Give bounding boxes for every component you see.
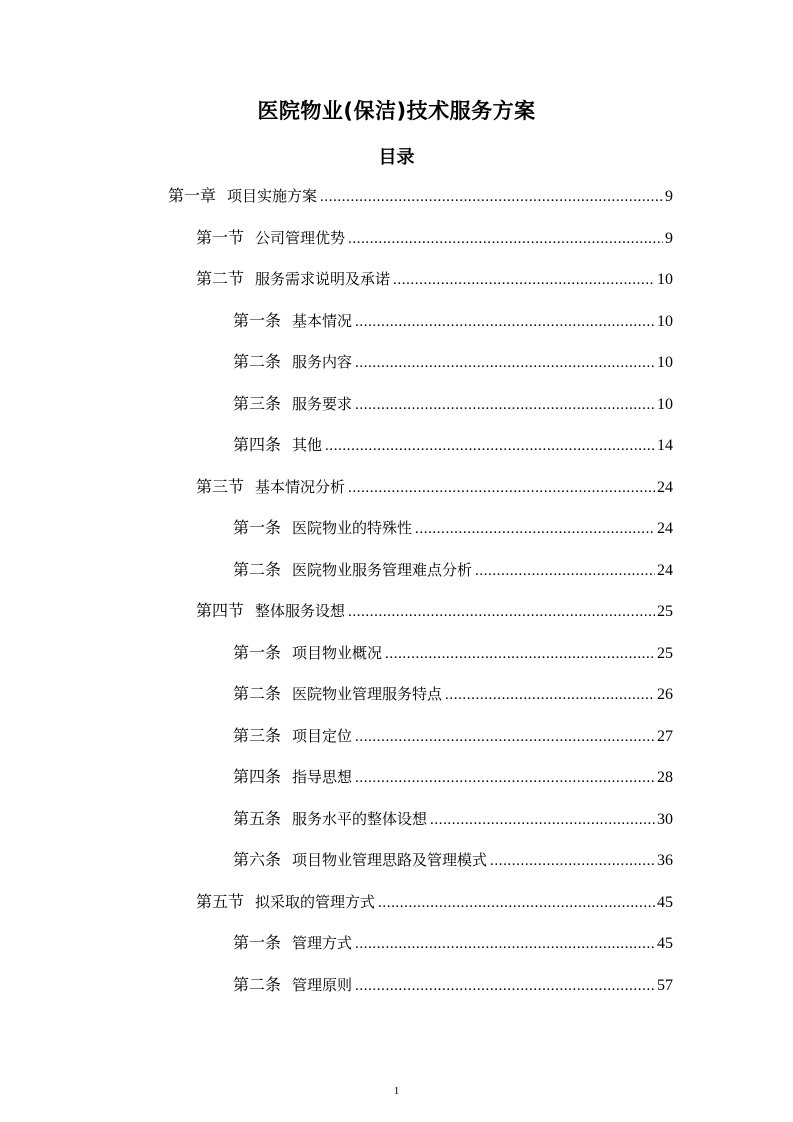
toc-dot-leader bbox=[325, 434, 655, 458]
toc-entry-number: 第一条 bbox=[233, 933, 282, 952]
toc-entry[interactable] bbox=[196, 890, 673, 914]
toc-dot-leader bbox=[355, 310, 655, 334]
toc-entry-page: 27 bbox=[657, 727, 673, 745]
toc-entry-number: 第五条 bbox=[233, 808, 282, 828]
toc-entry-number: 第二条 bbox=[233, 352, 282, 371]
toc-entry-title: 整体服务设想 bbox=[255, 602, 346, 620]
toc-dot-leader bbox=[378, 891, 655, 915]
toc-entry-number: 第四条 bbox=[233, 767, 282, 786]
toc-entry-title: 服务需求说明及承诺 bbox=[255, 270, 391, 288]
toc-entry-page: 14 bbox=[657, 437, 673, 454]
toc-entry-number: 第一节 bbox=[196, 227, 245, 247]
toc-entry-page: 36 bbox=[657, 852, 673, 869]
toc-entry-number: 第一条 bbox=[233, 518, 282, 537]
toc-dot-leader bbox=[490, 849, 655, 873]
toc-entry-page: 25 bbox=[657, 644, 673, 662]
toc-entry[interactable] bbox=[233, 973, 673, 997]
toc-entry-title: 基本情况 bbox=[292, 311, 353, 330]
toc-entry-title: 管理原则 bbox=[292, 975, 353, 994]
toc-entry[interactable] bbox=[233, 392, 673, 416]
toc-entry-number: 第三条 bbox=[233, 393, 282, 413]
toc-entry[interactable] bbox=[233, 350, 673, 374]
toc-entry[interactable] bbox=[233, 641, 673, 665]
toc-dot-leader bbox=[348, 600, 655, 624]
toc-entry[interactable] bbox=[233, 682, 673, 706]
toc-entry[interactable] bbox=[233, 516, 673, 540]
toc-entry-page: 24 bbox=[657, 478, 673, 496]
toc-entry-title: 服务水平的整体设想 bbox=[292, 809, 428, 828]
toc-entry-page: 24 bbox=[657, 561, 673, 579]
toc-dot-leader bbox=[475, 559, 655, 583]
toc-entry-page: 10 bbox=[657, 354, 673, 371]
toc-entry-page: 10 bbox=[657, 395, 673, 413]
toc-dot-leader bbox=[320, 185, 663, 209]
toc-entry-title: 项目物业概况 bbox=[292, 643, 383, 662]
toc-entry-title: 其他 bbox=[292, 436, 323, 454]
toc-entry[interactable] bbox=[233, 309, 673, 333]
toc-dot-leader bbox=[355, 974, 655, 998]
toc-dot-leader bbox=[445, 683, 655, 707]
toc-entry-number: 第四条 bbox=[233, 435, 282, 454]
toc-entry-page: 10 bbox=[657, 312, 673, 330]
toc-entry-page: 57 bbox=[657, 976, 673, 994]
toc-entry-page: 30 bbox=[657, 810, 673, 828]
toc-entry[interactable] bbox=[233, 433, 673, 457]
toc-entry-page: 26 bbox=[657, 686, 673, 703]
toc-entry-number: 第三条 bbox=[233, 725, 282, 745]
toc-entry-number: 第四节 bbox=[196, 601, 245, 620]
toc-dot-leader bbox=[355, 725, 655, 749]
toc-entry-number: 第二节 bbox=[196, 269, 245, 288]
toc-entry-title: 医院物业管理服务特点 bbox=[292, 685, 443, 703]
toc-entry-title: 拟采取的管理方式 bbox=[255, 892, 376, 911]
toc-entry-title: 项目物业管理思路及管理模式 bbox=[292, 851, 488, 869]
toc-entry-title: 服务要求 bbox=[292, 394, 353, 413]
toc-dot-leader bbox=[385, 642, 655, 666]
toc-dot-leader bbox=[348, 227, 663, 251]
toc-entry-number: 第五节 bbox=[196, 891, 245, 911]
toc-entry-title: 管理方式 bbox=[292, 934, 353, 952]
toc-entry-title: 项目实施方案 bbox=[227, 187, 318, 205]
page-number: 1 bbox=[393, 1085, 400, 1097]
toc-entry-page: 10 bbox=[657, 271, 673, 288]
toc-entry[interactable] bbox=[233, 765, 673, 789]
toc-entry-number: 第三节 bbox=[196, 476, 245, 496]
toc-entry-number: 第二条 bbox=[233, 974, 282, 994]
toc-entry-page: 25 bbox=[657, 603, 673, 620]
toc-entry[interactable] bbox=[233, 724, 673, 748]
toc-dot-leader bbox=[415, 517, 655, 541]
toc-entry-number: 第一条 bbox=[233, 310, 282, 330]
toc-entry[interactable] bbox=[168, 184, 673, 208]
toc-dot-leader bbox=[355, 351, 655, 375]
toc-entry[interactable] bbox=[233, 848, 673, 872]
toc-entry-page: 9 bbox=[665, 188, 673, 205]
toc-entry[interactable] bbox=[233, 807, 673, 831]
toc-entry-page: 24 bbox=[657, 520, 673, 537]
toc-entry-title: 医院物业服务管理难点分析 bbox=[292, 560, 473, 579]
toc-entry-title: 指导思想 bbox=[292, 768, 353, 786]
toc-entry-number: 第二条 bbox=[233, 559, 282, 579]
toc-entry[interactable] bbox=[233, 558, 673, 582]
toc-entry-title: 服务内容 bbox=[292, 353, 353, 371]
toc-dot-leader bbox=[355, 766, 655, 790]
toc-dot-leader bbox=[430, 808, 655, 832]
toc-entry-number: 第二条 bbox=[233, 684, 282, 703]
toc-dot-leader bbox=[355, 932, 655, 956]
toc-entry[interactable] bbox=[196, 475, 673, 499]
toc-entry-number: 第一条 bbox=[233, 642, 282, 662]
toc-entry-title: 基本情况分析 bbox=[255, 477, 346, 496]
toc-entry-title: 项目定位 bbox=[292, 726, 353, 745]
toc-dot-leader bbox=[355, 393, 655, 417]
toc-entry-number: 第一章 bbox=[168, 186, 217, 205]
toc-dot-leader bbox=[393, 268, 655, 292]
toc-entry[interactable] bbox=[196, 267, 673, 291]
toc-entry-page: 28 bbox=[657, 769, 673, 786]
page-title: 医院物业(保洁)技术服务方案 bbox=[257, 99, 536, 123]
toc-entry[interactable] bbox=[233, 931, 673, 955]
toc-entry-page: 45 bbox=[657, 935, 673, 952]
toc-entry[interactable] bbox=[196, 226, 673, 250]
toc-dot-leader bbox=[348, 476, 655, 500]
toc-entry[interactable] bbox=[196, 599, 673, 623]
toc-entry-page: 45 bbox=[657, 893, 673, 911]
toc-entry-title: 公司管理优势 bbox=[255, 228, 346, 247]
toc-entry-number: 第六条 bbox=[233, 850, 282, 869]
toc-heading: 目录 bbox=[378, 147, 415, 168]
toc-entry-title: 医院物业的特殊性 bbox=[292, 519, 413, 537]
toc-entry-page: 9 bbox=[665, 229, 673, 247]
